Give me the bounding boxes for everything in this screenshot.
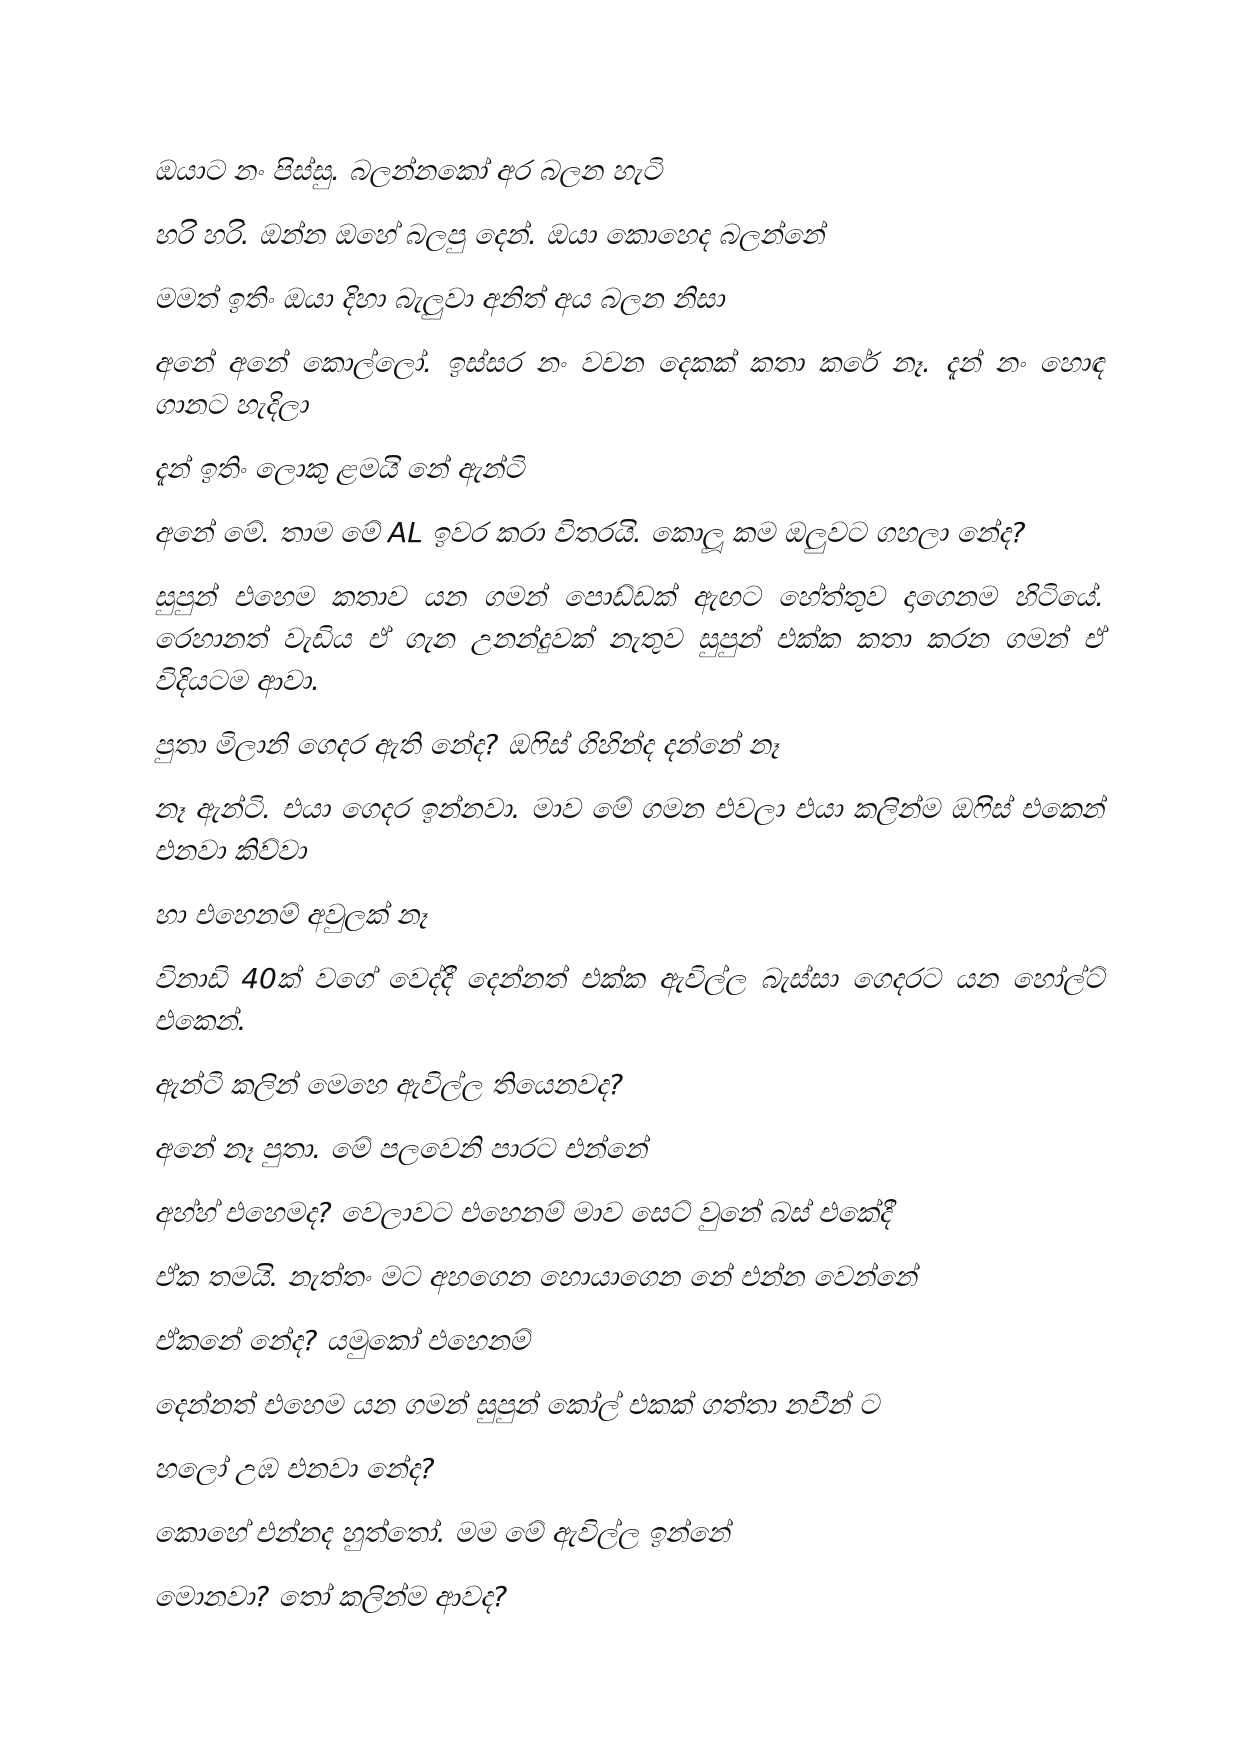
paragraph-14: අහ්හ් එහෙමද? වෙලාවට එහෙනම් මාව සෙට් වුනේ බස් එකේදී bbox=[154, 1196, 892, 1229]
paragraph-11: විනාඩි 40ක් වගේ වෙද්දී දෙන්නත් එක්ක ඇවිල්ල බැස්සා ගෙදරට යන හෝල්ට් එකෙන්. bbox=[154, 962, 1104, 1037]
paragraph-6: අනේ මේ. තාම මේ AL ඉවර කරා විතරයි. කොලූ කම ඔලුවට ගහලා නේද? bbox=[154, 516, 1026, 549]
paragraph-2: හරි හරි. ඔන්න ඔහේ බලපු දෙන්. ඔයා කොහෙද බලන්නේ bbox=[154, 218, 825, 251]
paragraph-10: හා එහෙනම් අවුලක් නෑ bbox=[154, 898, 427, 931]
paragraph-1: ඔයාට නං පිස්සු. බලන්නකෝ අර බලන හැටි bbox=[154, 154, 662, 187]
document-body bbox=[154, 150, 1104, 1640]
paragraph-15: ඒක තමයි. නැත්තං මට අහගෙන හොයාගෙන නේ එන්න වෙන්නේ bbox=[154, 1260, 917, 1293]
paragraph-8: පුතා මිලානි ගෙදර ඇති නේද? ඔෆිස් ගිහින්ද දන්නේ නෑ bbox=[154, 728, 779, 761]
paragraph-17: දෙන්නත් එහෙම යන ගමන් සුපුන් කෝල් එකක් ගත්තා නවීන් ට bbox=[154, 1388, 879, 1421]
paragraph-5: දැන් ඉතිං ලොකු ළමයි නේ ඇන්ටි bbox=[154, 452, 525, 485]
paragraph-18: හලෝ උඹ එනවා නේද? bbox=[154, 1452, 435, 1485]
paragraph-12: ඇන්ටි කලින් මෙහෙ ඇවිල්ල තියෙනවද? bbox=[154, 1068, 624, 1101]
paragraph-4: අනේ අනේ කොල්ලෝ. ඉස්සර නං වචන දෙකක් කතා කරේ නෑ. දැන් නං හොඳ ගානට හැදිලා bbox=[154, 346, 1104, 421]
paragraph-16: ඒකනේ නේද? යමුකෝ එහෙනම් bbox=[154, 1324, 530, 1357]
paragraph-7: සුපුන් එහෙම කතාව යන ගමන් පොඩ්ඩක් ඇඟට හේත්තුව දාගෙනම හිටියේ. රෙහානත් වැඩිය ඒ ගැන උනන්දුවක් නැතුව සුපුන් එක්ක කතා කරන ගමන් ඒ විදියටම ආවා. bbox=[154, 580, 1104, 697]
paragraph-13: අනේ නෑ පුතා. මේ පලවෙනි පාරට එන්නේ bbox=[154, 1132, 647, 1165]
paragraph-20: මොනවා? තෝ කලින්ම ආවද? bbox=[154, 1580, 508, 1613]
paragraph-3: මමත් ඉතිං ඔයා දිහා බැලුවා අනිත් අය බලන නිසා bbox=[154, 282, 725, 315]
paragraph-19: කොහේ එන්නද හුත්තෝ. මම මේ ඇවිල්ල ඉන්නේ bbox=[154, 1516, 730, 1549]
paragraph-9: නෑ ඇන්ටි. එයා ගෙදර ඉන්නවා. මාව මේ ගමන එවලා එයා කලින්ම ඔෆිස් එකෙන් එනවා කිව්වා bbox=[154, 792, 1104, 867]
